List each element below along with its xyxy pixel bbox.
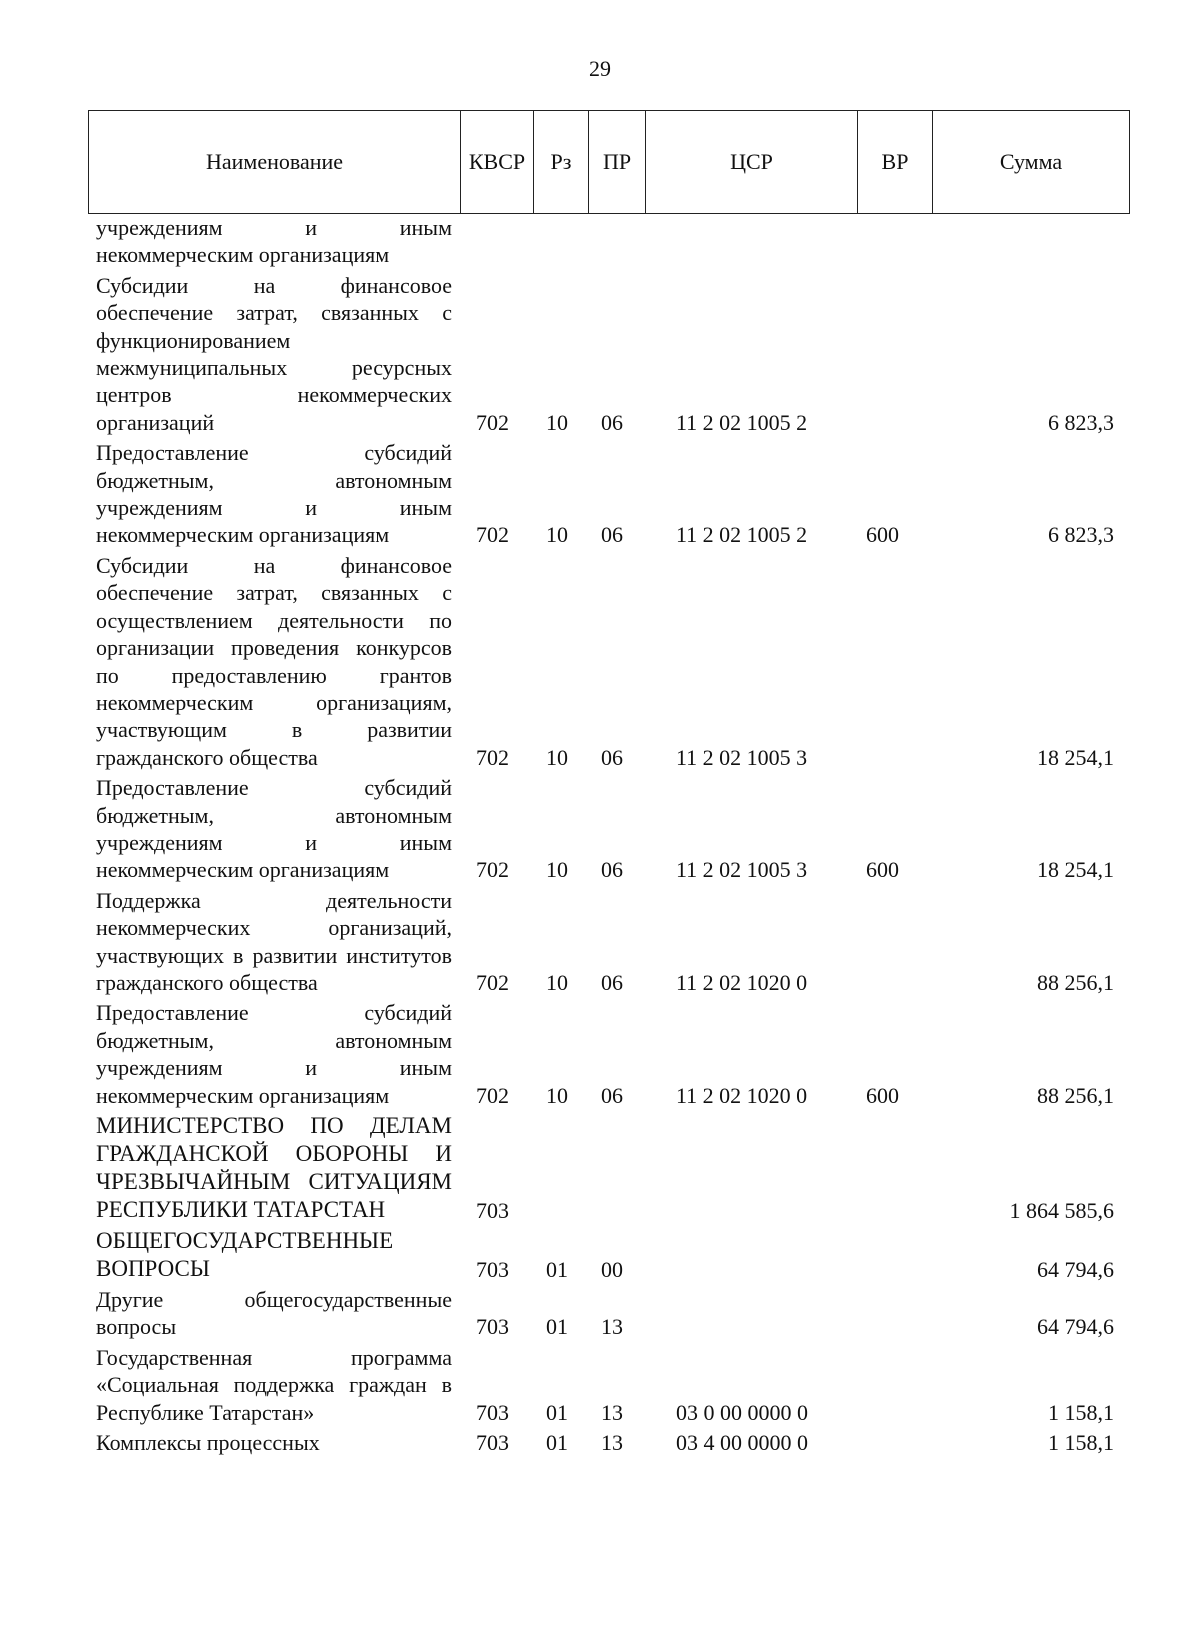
cell-vr: 600: [866, 522, 899, 548]
cell-kvsr: 703: [476, 1314, 509, 1340]
cell-rz: 10: [546, 969, 568, 995]
cell-rz: 01: [546, 1399, 568, 1425]
cell-pr: 06: [601, 1082, 623, 1108]
table-row: [96, 887, 1130, 997]
header-name: Наименование: [89, 111, 461, 213]
table-row: [96, 272, 1130, 436]
cell-sum: 6 823,3: [1048, 522, 1114, 548]
cell-csr: 11 2 02 1005 2: [676, 409, 808, 435]
cell-sum: 88 256,1: [1037, 1082, 1114, 1108]
cell-sum: 6 823,3: [1048, 409, 1114, 435]
cell-rz: 10: [546, 409, 568, 435]
row-name: Предоставление субсидий бюджетным, автономным учреждениям и иным некоммерческим организациям: [96, 1000, 452, 1108]
cell-sum: 88 256,1: [1037, 969, 1114, 995]
cell-kvsr: 703: [476, 1399, 509, 1425]
cell-sum: 64 794,6: [1037, 1256, 1114, 1282]
table-row: [96, 552, 1130, 771]
table-row: [96, 1286, 1130, 1341]
cell-pr: 00: [601, 1256, 623, 1282]
cell-rz: 10: [546, 857, 568, 883]
cell-kvsr: 703: [476, 1430, 509, 1456]
table-row: [96, 439, 1130, 549]
cell-vr: 600: [866, 857, 899, 883]
cell-kvsr: 702: [476, 1082, 509, 1108]
row-name: Субсидии на финансовое обеспечение затрат, связанных с функционированием межмуниципальных ресурсных центров некоммерческих организаций: [96, 272, 452, 435]
cell-vr: 600: [866, 1082, 899, 1108]
cell-rz: 01: [546, 1256, 568, 1282]
cell-csr: 03 4 00 0000 0: [676, 1430, 808, 1456]
cell-sum: 18 254,1: [1037, 744, 1114, 770]
table-body: [96, 214, 1130, 1456]
cell-pr: 13: [601, 1314, 623, 1340]
cell-kvsr: 703: [476, 1256, 509, 1282]
row-name: МИНИСТЕРСТВО ПО ДЕЛАМ ГРАЖДАНСКОЙ ОБОРОНЫ И ЧРЕЗВЫЧАЙНЫМ СИТУАЦИЯМ РЕСПУБЛИКИ ТАТАРСТАН: [96, 1113, 452, 1222]
cell-sum: 64 794,6: [1037, 1314, 1114, 1340]
header-vr: ВР: [858, 111, 933, 213]
row-name: Предоставление субсидий бюджетным, автономным учреждениям и иным некоммерческим организациям: [96, 775, 452, 883]
row-name: Поддержка деятельности некоммерческих организаций, участвующих в развитии институтов гражданского общества: [96, 887, 452, 995]
row-name: Комплексы процессных: [96, 1430, 320, 1456]
cell-kvsr: 703: [476, 1197, 509, 1223]
cell-pr: 06: [601, 409, 623, 435]
header-kvsr: КВСР: [461, 111, 534, 213]
row-name: Субсидии на финансовое обеспечение затрат, связанных с осуществлением деятельности по организации проведения конкурсов по предоставлению грантов некоммерческим организациям, участвующим в развитии гражданского общества: [96, 552, 452, 770]
page-number: 29: [589, 56, 611, 81]
cell-csr: 11 2 02 1005 2: [676, 522, 808, 548]
header-sum: Сумма: [999, 149, 1063, 174]
table-row: [96, 1112, 1130, 1224]
cell-kvsr: 702: [476, 522, 509, 548]
cell-pr: 06: [601, 857, 623, 883]
header-rz: Рз: [534, 111, 589, 213]
row-name: Другие общегосударственные вопросы: [96, 1287, 452, 1340]
cell-pr: 13: [601, 1430, 623, 1456]
header-pr: ПР: [589, 111, 646, 213]
header-csr: ЦСР: [646, 111, 858, 213]
cell-sum: 1 158,1: [1048, 1399, 1114, 1425]
cell-pr: 06: [601, 969, 623, 995]
cell-sum: 18 254,1: [1037, 857, 1114, 883]
table-row: [96, 214, 1130, 269]
cell-sum: 1 864 585,6: [1009, 1197, 1114, 1223]
cell-sum: 1 158,1: [1048, 1430, 1114, 1456]
cell-pr: 13: [601, 1399, 623, 1425]
table-row: [96, 774, 1130, 884]
cell-rz: 01: [546, 1314, 568, 1340]
cell-rz: 01: [546, 1430, 568, 1456]
row-name: Предоставление субсидий бюджетным, автономным учреждениям и иным некоммерческим организациям: [96, 440, 452, 548]
cell-csr: 11 2 02 1020 0: [676, 1082, 808, 1108]
cell-kvsr: 702: [476, 744, 509, 770]
table-row: [96, 1227, 1130, 1283]
cell-csr: 11 2 02 1020 0: [676, 969, 808, 995]
cell-kvsr: 702: [476, 857, 509, 883]
table-header: [88, 110, 1130, 214]
cell-rz: 10: [546, 744, 568, 770]
table-row: [96, 1344, 1130, 1426]
cell-rz: 10: [546, 522, 568, 548]
cell-csr: 03 0 00 0000 0: [676, 1399, 808, 1425]
cell-kvsr: 702: [476, 409, 509, 435]
cell-pr: 06: [601, 744, 623, 770]
table-row: [96, 1429, 1130, 1456]
cell-rz: 10: [546, 1082, 568, 1108]
cell-csr: 11 2 02 1005 3: [676, 744, 808, 770]
cell-csr: 11 2 02 1005 3: [676, 857, 808, 883]
row-name: ОБЩЕГОСУДАРСТВЕННЫЕ ВОПРОСЫ: [96, 1228, 394, 1281]
row-name: учреждениям и иным некоммерческим организациям: [96, 215, 452, 268]
table-row: [96, 999, 1130, 1109]
row-name: Государственная программа «Социальная поддержка граждан в Республике Татарстан»: [96, 1344, 452, 1425]
cell-pr: 06: [601, 522, 623, 548]
cell-kvsr: 702: [476, 969, 509, 995]
